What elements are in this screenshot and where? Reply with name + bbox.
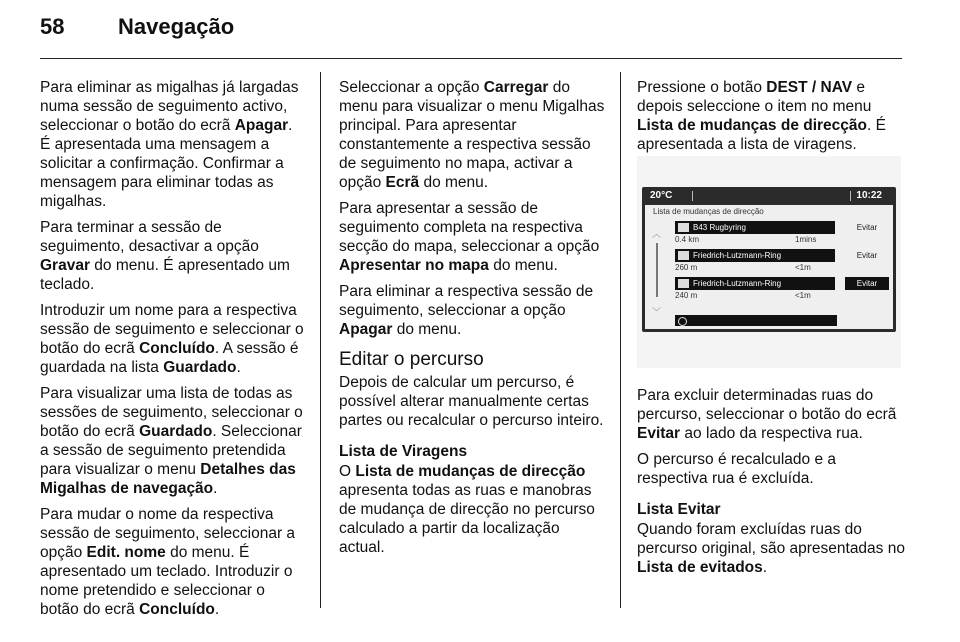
subheading-turn-list: Lista de Viragens bbox=[339, 443, 468, 460]
list-item[interactable]: Friedrich-Lutzmann-Ring 260 m <1m bbox=[675, 249, 835, 274]
paragraph: Para terminar a sessão de seguimento, desactivar a opção Gravar do menu. É apresentado um teclado. bbox=[40, 219, 290, 293]
scrollbar[interactable] bbox=[656, 243, 658, 297]
column-divider-1 bbox=[320, 72, 321, 608]
column-2 bbox=[339, 78, 607, 564]
turn-icon bbox=[678, 279, 689, 288]
list-title: Lista de mudanças de direcção bbox=[653, 207, 764, 216]
paragraph: Para excluir determinadas ruas do percurso, seleccionar o botão do ecrã Evitar ao lado da respectiva rua. bbox=[637, 387, 897, 442]
paragraph: O Lista de mudanças de direcção apresenta todas as ruas e manobras de mudança de direcção no percurso calculado a partir da localização actual. bbox=[339, 463, 595, 556]
paragraph: Depois de calcular um percurso, é possível alterar manualmente certas partes ou recalcular o percurso inteiro. bbox=[339, 374, 604, 429]
list-item[interactable]: B43 Rugbyring 0.4 km 1mins bbox=[675, 221, 835, 246]
paragraph: Para eliminar as migalhas já largadas numa sessão de seguimento activo, seleccionar o botão do ecrã Apagar. É apresentada uma mensagem a solicitar a confirmação. Confirmar a mensagem para eliminar todas as migalhas. bbox=[40, 79, 299, 210]
nav-screen bbox=[642, 187, 896, 332]
avoid-button[interactable]: Evitar bbox=[845, 277, 889, 290]
destination-icon bbox=[678, 317, 687, 326]
turn-icon bbox=[678, 251, 689, 260]
paragraph: Para apresentar a sessão de seguimento completa na respectiva secção do mapa, seleccionar a opção Apresentar no mapa do menu. bbox=[339, 200, 600, 274]
paragraph: O percurso é recalculado e a respectiva rua é excluída. bbox=[637, 451, 837, 487]
page-title: Navegação bbox=[118, 14, 235, 39]
paragraph: Quando foram excluídas ruas do percurso original, são apresentadas no Lista de evitados. bbox=[637, 521, 905, 576]
destination-bar[interactable] bbox=[675, 315, 837, 326]
paragraph: Para visualizar uma lista de todas as sessões de seguimento, seleccionar o botão do ecrã Guardado. Seleccionar a sessão de seguimento pretendida para visualizar o menu Detalhes das Migalhas de navegação. bbox=[40, 385, 303, 497]
page-number: 58 bbox=[40, 14, 65, 39]
column-divider-2 bbox=[620, 72, 621, 608]
status-divider bbox=[692, 191, 693, 201]
turn-icon bbox=[678, 223, 689, 232]
avoid-button[interactable]: Evitar bbox=[856, 251, 878, 260]
clock: 10:22 bbox=[856, 190, 882, 201]
chevron-down-icon[interactable]: ﹀ bbox=[652, 307, 662, 317]
turn-list-panel bbox=[645, 205, 893, 329]
avoid-button[interactable]: Evitar bbox=[856, 223, 878, 232]
list-item[interactable]: Friedrich-Lutzmann-Ring 240 m <1m bbox=[675, 277, 835, 302]
paragraph: Para mudar o nome da respectiva sessão de seguimento, seleccionar a opção Edit. nome do menu. É apresentado um teclado. Introduzir o nome pretendido e seleccionar o botão do ecrã Concluído. bbox=[40, 506, 296, 618]
header-rule bbox=[40, 58, 902, 59]
paragraph: Para eliminar a respectiva sessão de seguimento, seleccionar a opção Apagar do menu. bbox=[339, 283, 594, 338]
paragraph: Seleccionar a opção Carregar do menu para visualizar o menu Migalhas principal. Para apresentar constantemente a respectiva sessão de seguimento no mapa, activar a opção Ecrã do menu. bbox=[339, 79, 605, 191]
page-header bbox=[40, 14, 234, 40]
subheading-avoid-list: Lista Evitar bbox=[637, 501, 721, 518]
status-bar bbox=[642, 187, 896, 205]
paragraph: Introduzir um nome para a respectiva sessão de seguimento e seleccionar o botão do ecrã Concluído. A sessão é guardada na lista Guardado. bbox=[40, 302, 304, 376]
nav-screen-figure bbox=[637, 156, 901, 368]
status-divider bbox=[850, 191, 851, 201]
paragraph: Pressione o botão DEST / NAV e depois seleccione o item no menu Lista de mudanças de direcção. É apresentada a lista de viragens. bbox=[637, 79, 886, 153]
column-1 bbox=[40, 78, 306, 626]
temperature: 20°C bbox=[650, 190, 673, 201]
section-heading-edit-route: Editar o percurso bbox=[339, 349, 484, 370]
chevron-up-icon[interactable]: ︿ bbox=[652, 229, 662, 239]
